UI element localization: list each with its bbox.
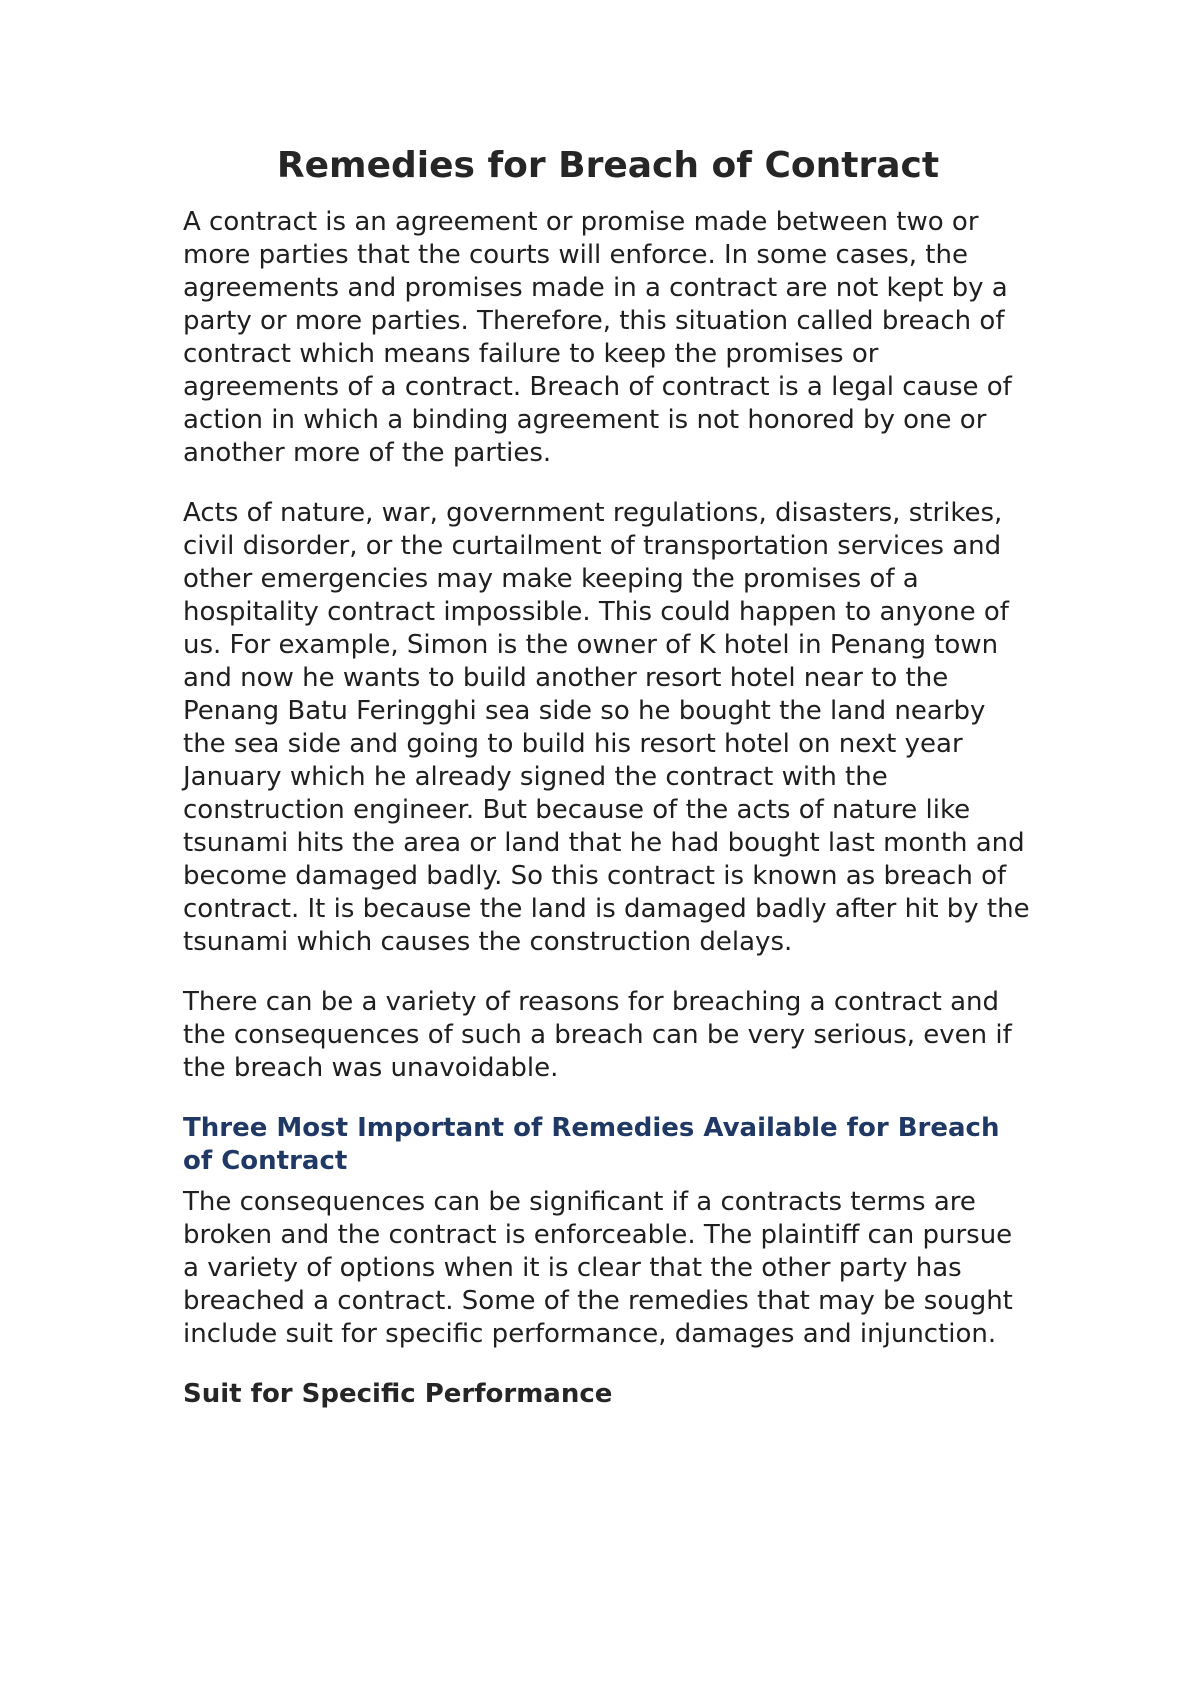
section-heading-remedies: Three Most Important of Remedies Available for Breach of Contract	[183, 1113, 1000, 1176]
sub-heading-specific-performance: Suit for Specific Performance	[183, 1379, 613, 1409]
document-body	[183, 140, 1033, 1411]
paragraph-acts-of-nature: Acts of nature, war, government regulations, disasters, strikes, civil disorder, or the curtailment of transportation services and other emergencies may make keeping the promises of a hospitality contract impossible. This could happen to anyone of us. For example, Simon is the owner of K hotel in Penang town and now he wants to build another resort hotel near to the Penang Batu Feringghi sea side so he bought the land nearby the sea side and going to build his resort hotel on next year January which he already signed the contract with the construction engineer. But because of the acts of nature like tsunami hits the area or land that he had bought last month and become damaged badly. So this contract is known as breach of contract. It is because the land is damaged badly after hit by the tsunami which causes the construction delays.	[183, 498, 1030, 957]
paragraph-consequences: The consequences can be significant if a contracts terms are broken and the contract is enforceable. The plaintiff can pursue a variety of options when it is clear that the other party has breached a contract. Some of the remedies that may be sought include suit for specific performance, damages and injunction.	[183, 1187, 1013, 1349]
document-title: Remedies for Breach of Contract	[276, 145, 940, 186]
paragraph-contract-definition: A contract is an agreement or promise made between two or more parties that the courts will enforce. In some cases, the agreements and promises made in a contract are not kept by a party or more parties. Therefore, this situation called breach of contract which means failure to keep the promises or agreements of a contract. Breach of contract is a legal cause of action in which a binding agreement is not honored by one or another more of the parties.	[183, 207, 1012, 468]
paragraph-reasons-for-breach: There can be a variety of reasons for breaching a contract and the consequences of such a breach can be very serious, even if the breach was unavoidable.	[183, 987, 1012, 1083]
